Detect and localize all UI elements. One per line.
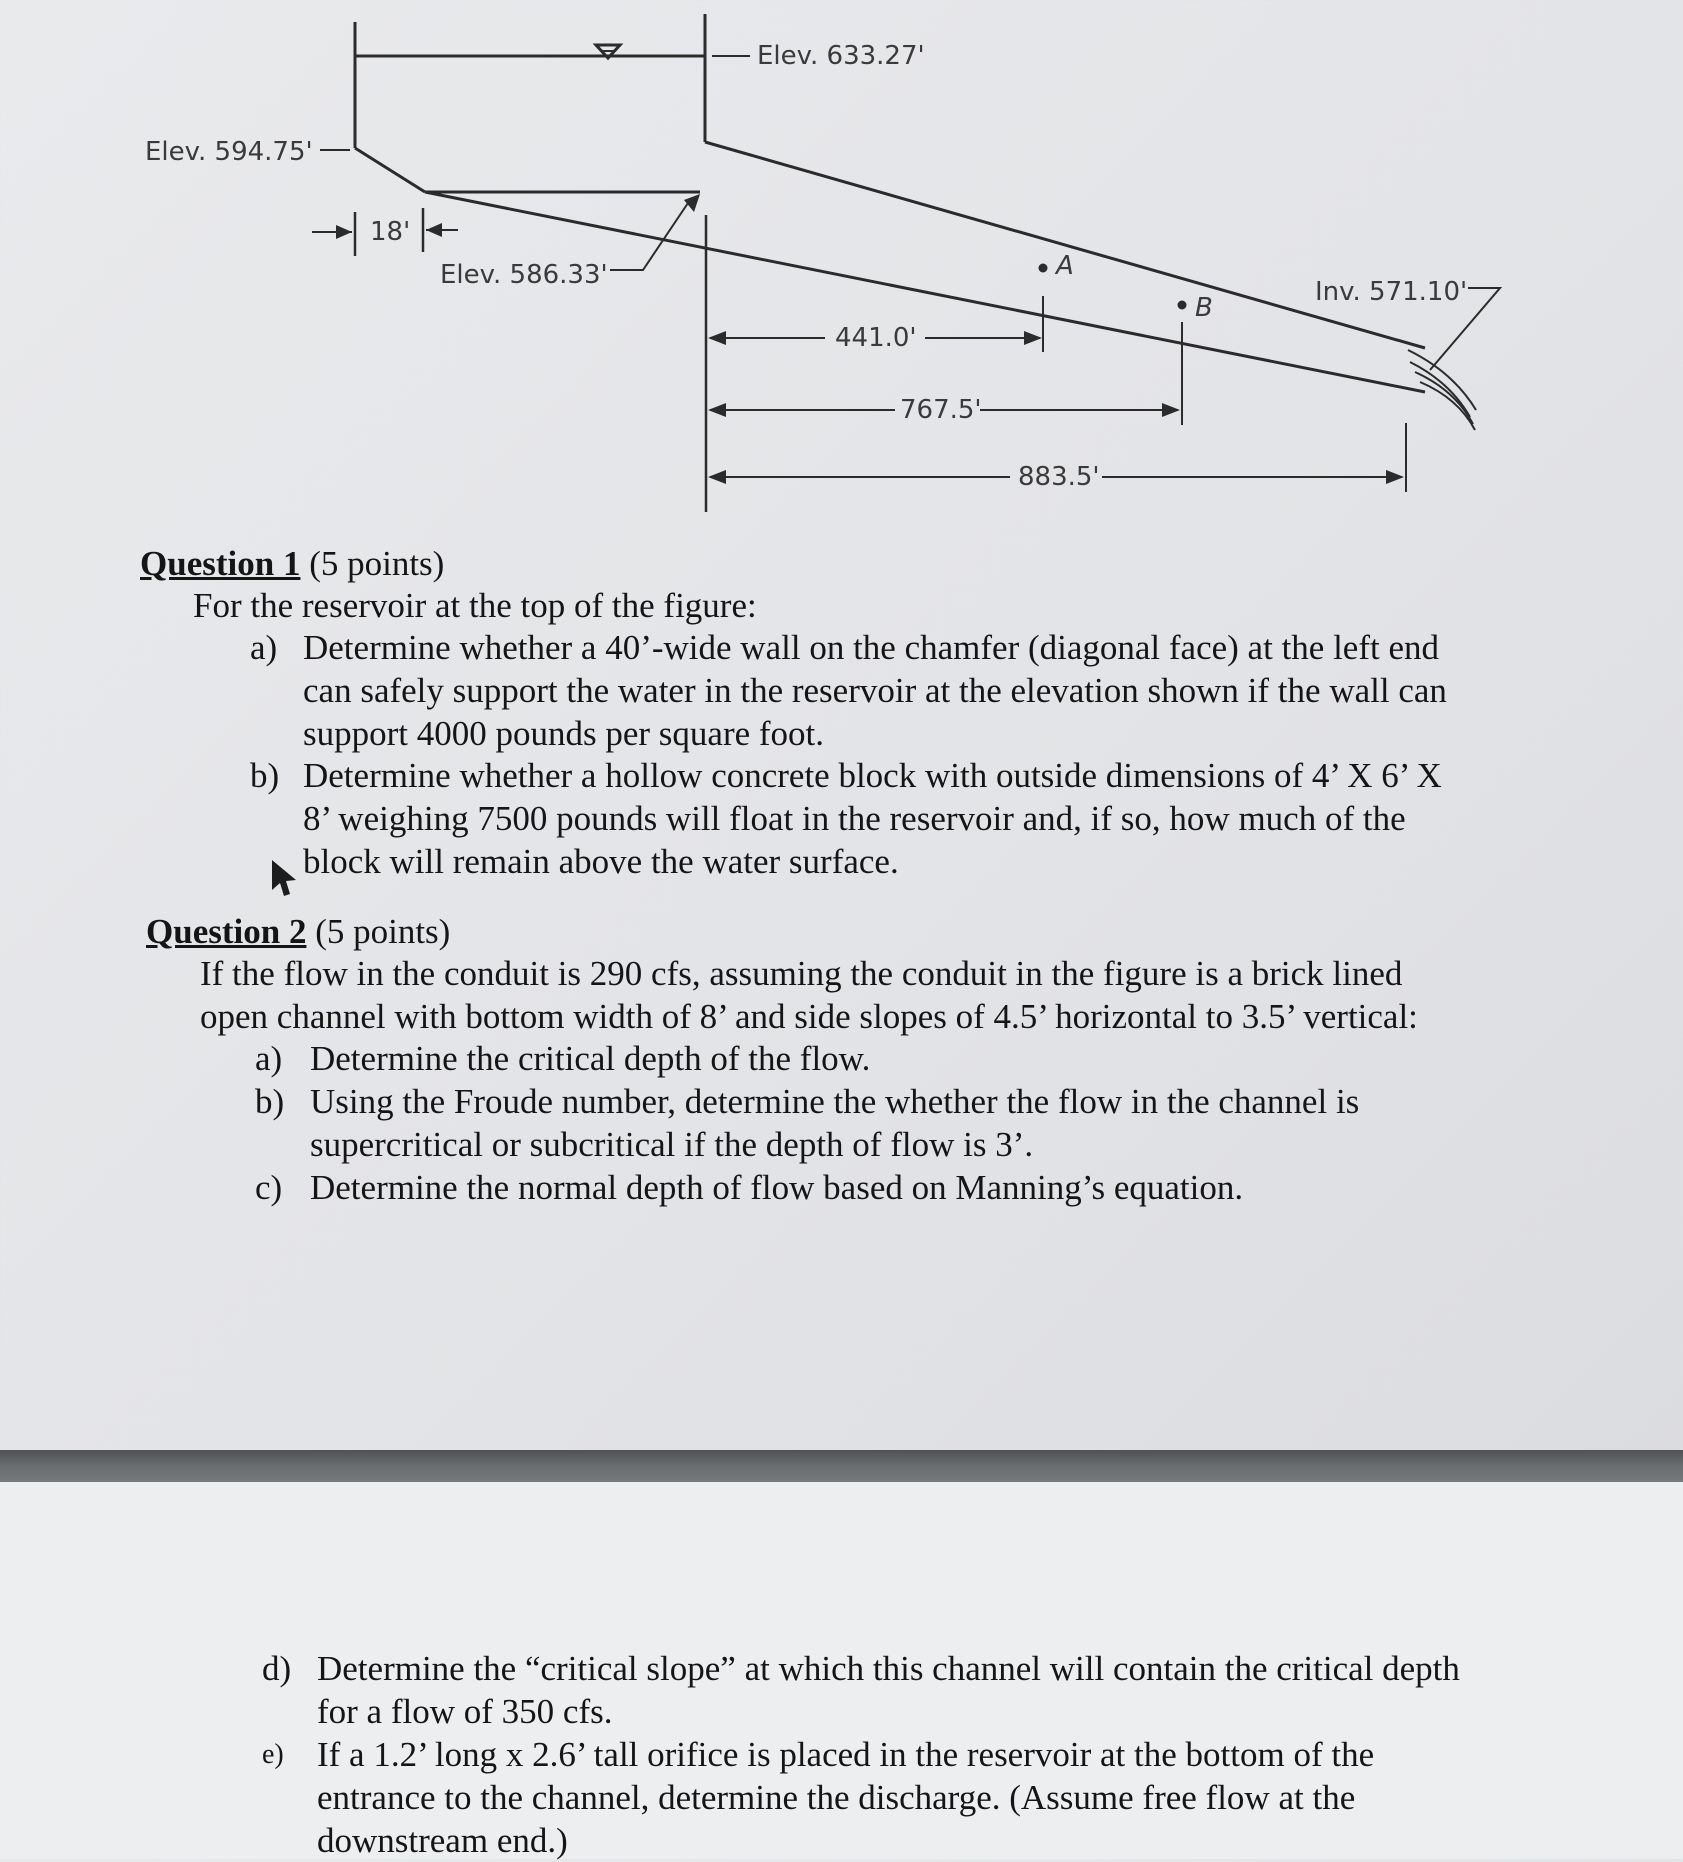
label-point-a: A [1056,251,1074,281]
question-1-intro: For the reservoir at the top of the figure: [193,586,757,625]
leader-elev-bottom [610,200,690,270]
point-b-dot [1178,301,1187,310]
question-2b-line: supercritical or subcritical if the depth of flow is 3’. [310,1125,1034,1164]
label-elev-top: Elev. 633.27' [757,41,925,71]
label-point-b: B [1195,293,1213,323]
arrowhead-18-left [336,225,352,239]
label-dim-767: 767.5' [900,395,982,425]
question-1b-line: 8’ weighing 7500 pounds will float in the reservoir and, if so, how much of the [303,799,1406,838]
question-2d-line: Determine the “critical slope” at which this channel will contain the critical depth [317,1649,1460,1688]
question-1a-line: Determine whether a 40’-wide wall on the chamfer (diagonal face) at the left end [303,628,1439,667]
question-1a [250,626,1447,755]
conduit-bottom [425,192,1425,392]
arrowhead-883-left [708,470,726,484]
question-2e-label: e) [262,1739,284,1770]
question-2-intro [200,952,1418,1038]
label-dim-883: 883.5' [1018,462,1100,492]
question-2e-line: entrance to the channel, determine the discharge. (Assume free flow at the [317,1778,1356,1817]
arrowhead-767-right [1162,403,1180,417]
arrowhead-767-left [708,403,726,417]
question-1a-line: can safely support the water in the reservoir at the elevation shown if the wall can [303,671,1447,710]
question-1a-label: a) [250,628,278,667]
outlet-hatch-4 [1408,350,1476,410]
question-1-heading [140,542,444,585]
label-elev-bottom: Elev. 586.33' [440,260,608,290]
question-2d [262,1647,1460,1733]
question-2-intro-line: open channel with bottom width of 8’ and side slopes of 4.5’ horizontal to 3.5’ vertical: [200,997,1418,1036]
question-2e [262,1733,1374,1862]
question-2c-label: c) [255,1168,283,1207]
question-1-points: (5 points) [300,544,445,583]
label-18: 18' [370,217,411,247]
conduit-top [705,142,1425,348]
question-1-title: Question 1 [140,544,301,583]
arrowhead-441-left [708,331,726,345]
point-a-dot [1039,264,1048,273]
question-2b-label: b) [255,1082,285,1121]
question-2a-line: Determine the critical depth of the flow. [310,1039,871,1078]
reservoir-channel-diagram [0,0,1683,540]
arrowhead-leader-bottom [684,194,700,212]
question-1b-label: b) [250,756,280,795]
question-2-points: (5 points) [306,912,451,951]
mouse-cursor-icon [270,858,300,898]
label-dim-441: 441.0' [835,323,917,353]
label-elev-left: Elev. 594.75' [145,137,313,167]
question-2b [255,1080,1359,1166]
question-1a-line: support 4000 pounds per square foot. [303,714,825,753]
question-2-title: Question 2 [146,912,307,951]
reservoir-chamfer [355,148,425,192]
question-2e-line: If a 1.2’ long x 2.6’ tall orifice is placed in the reservoir at the bottom of the [317,1735,1375,1774]
label-inv: Inv. 571.10' [1315,277,1468,307]
arrowhead-18-right [426,223,442,237]
question-1b-line: Determine whether a hollow concrete block with outside dimensions of 4’ X 6’ X [303,756,1442,795]
question-2a-label: a) [255,1039,283,1078]
question-2a [255,1037,870,1080]
question-2-intro-line: If the flow in the conduit is 290 cfs, assuming the conduit in the figure is a brick lined [200,954,1403,993]
page-divider [0,1450,1683,1482]
question-2e-line: downstream end.) [317,1821,568,1860]
question-1b-line: block will remain above the water surface. [303,842,899,881]
question-1b [250,754,1442,883]
question-2c-line: Determine the normal depth of flow based on Manning’s equation. [310,1168,1244,1207]
outlet-hatch-2 [1415,372,1473,424]
question-2d-line: for a flow of 350 cfs. [317,1692,613,1731]
question-2-heading [146,910,450,953]
arrowhead-883-right [1386,470,1404,484]
question-2c [255,1166,1243,1209]
arrowhead-441-right [1024,331,1042,345]
question-2b-line: Using the Froude number, determine the whether the flow in the channel is [310,1082,1360,1121]
question-2d-label: d) [262,1649,292,1688]
